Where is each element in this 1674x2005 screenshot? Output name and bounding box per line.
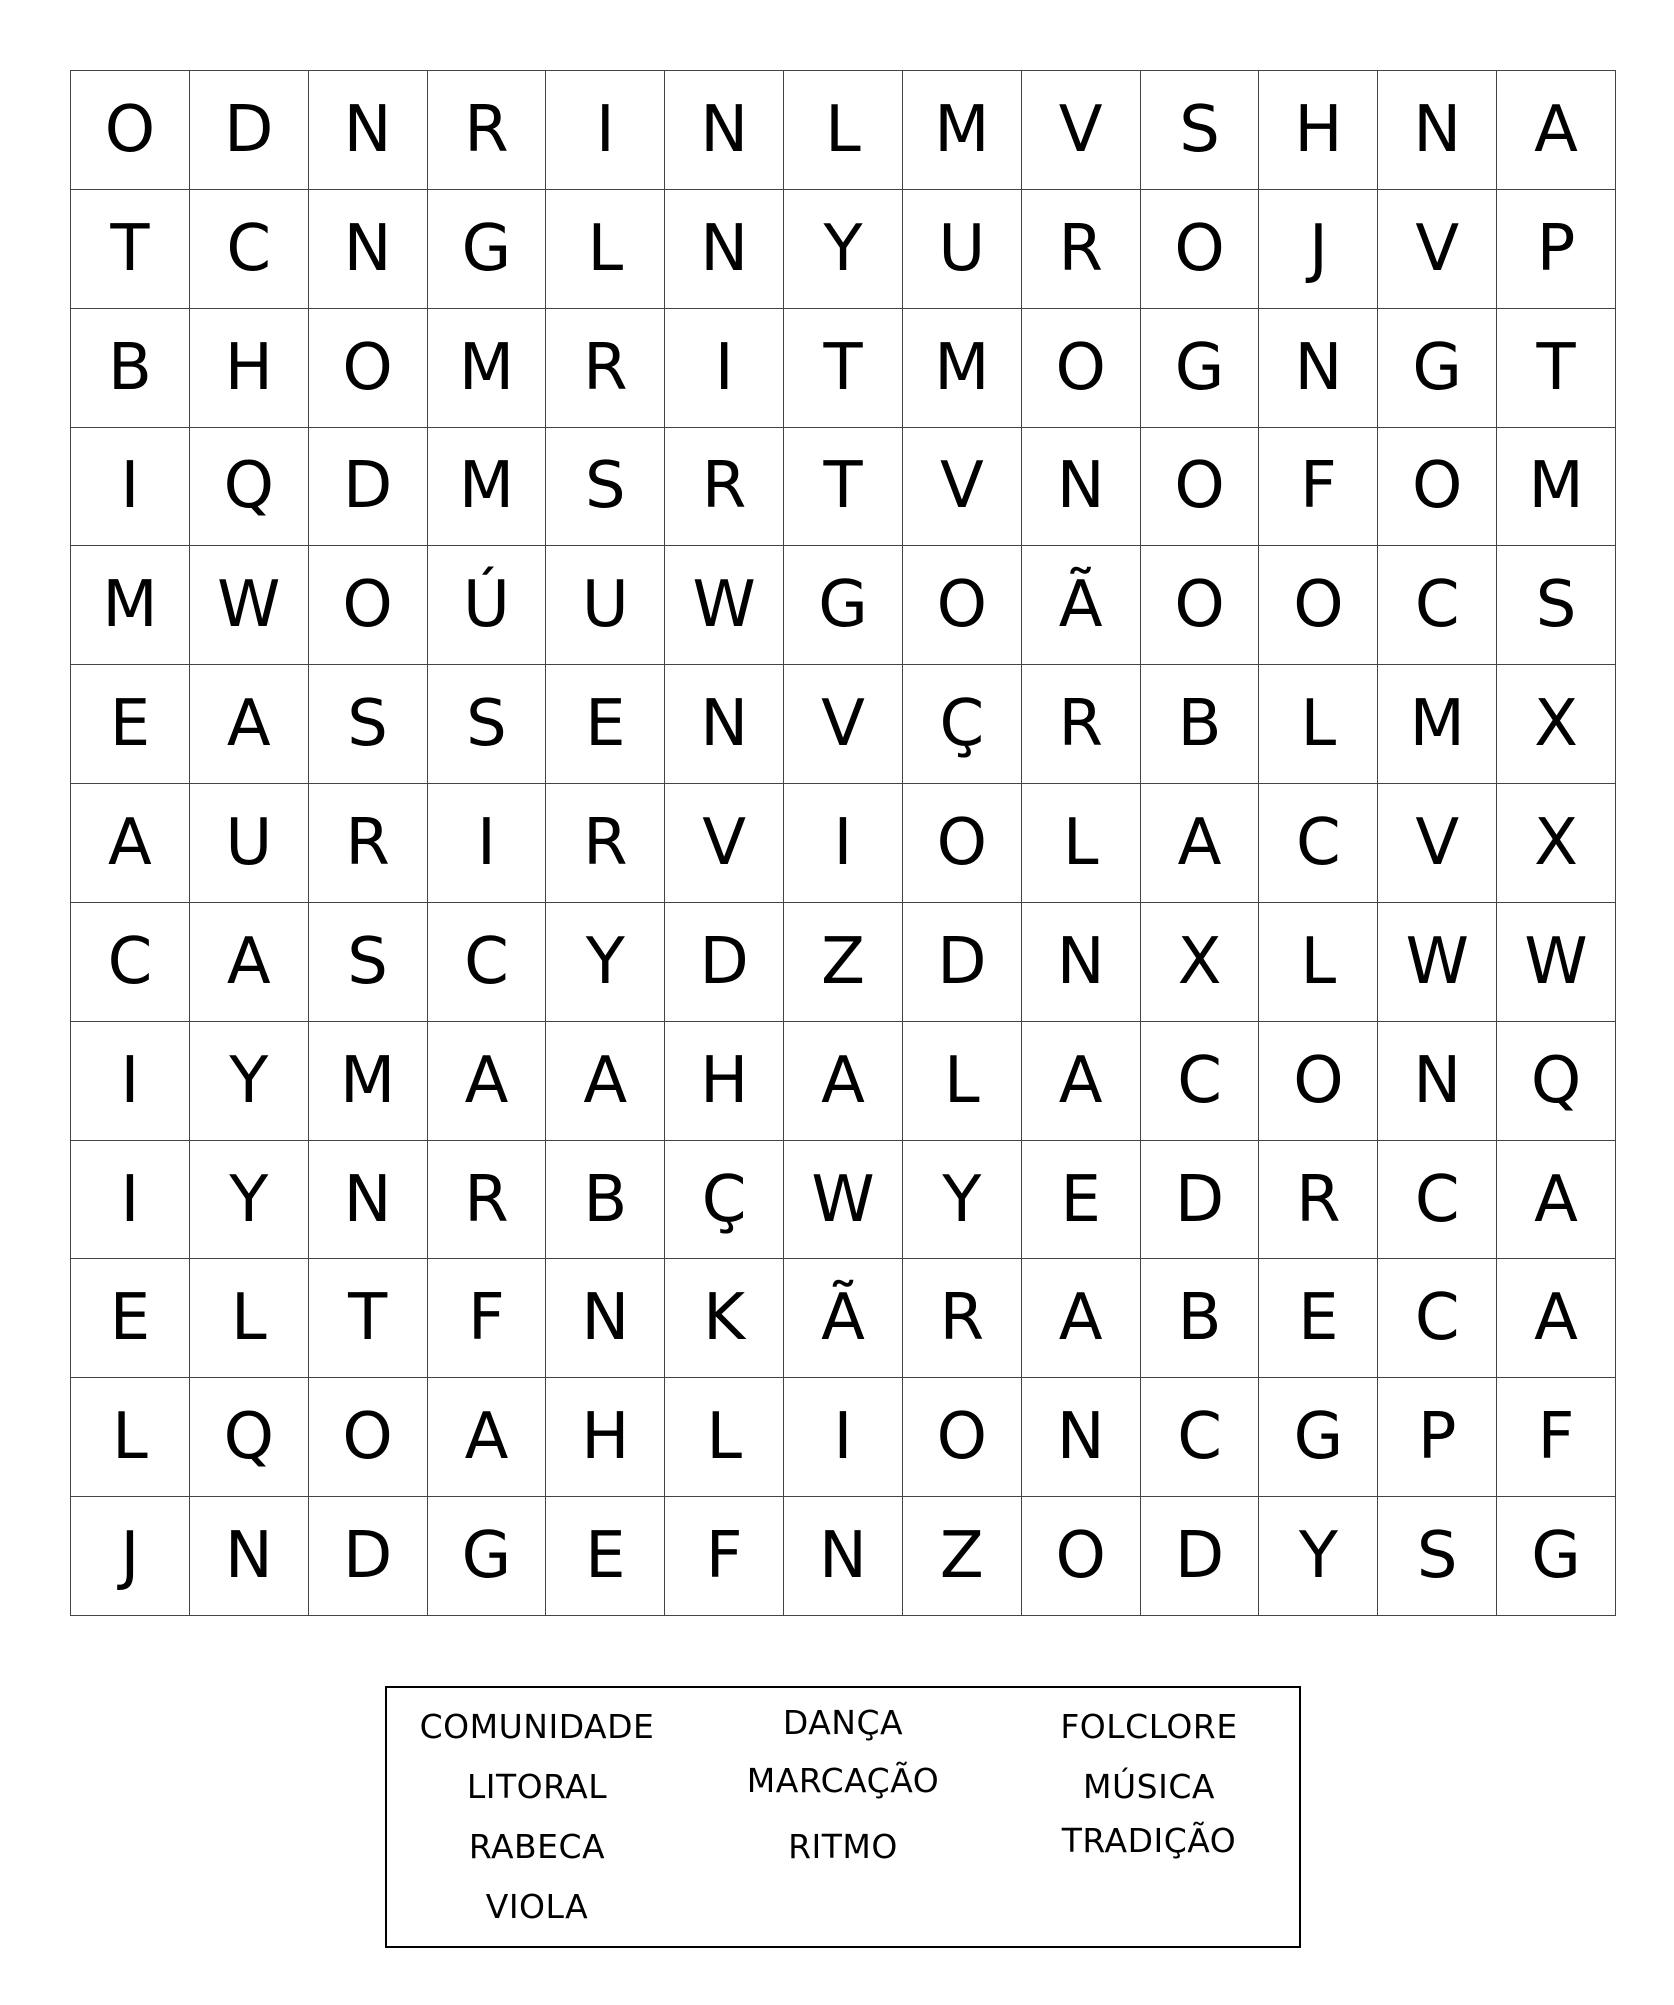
grid-cell[interactable]: Ã <box>784 1259 903 1378</box>
word-list-item: FOLCLORE <box>1060 1707 1238 1746</box>
grid-cell[interactable]: X <box>1497 784 1616 903</box>
grid-cell[interactable]: N <box>309 190 428 309</box>
grid-cell[interactable]: J <box>1259 190 1378 309</box>
word-list-box <box>385 1686 1301 1948</box>
grid-cell[interactable]: H <box>190 309 309 428</box>
grid-cell[interactable]: W <box>784 1141 903 1260</box>
grid-cell[interactable]: N <box>665 190 784 309</box>
grid-cell[interactable]: T <box>1497 309 1616 428</box>
grid-cell[interactable]: G <box>428 1497 547 1616</box>
grid-cell[interactable]: U <box>903 190 1022 309</box>
grid-cell[interactable]: V <box>1378 784 1497 903</box>
grid-cell[interactable]: I <box>428 784 547 903</box>
grid-cell[interactable]: C <box>190 190 309 309</box>
grid-cell[interactable]: M <box>903 71 1022 190</box>
grid-cell[interactable]: N <box>1259 309 1378 428</box>
grid-cell[interactable]: Ç <box>665 1141 784 1260</box>
grid-cell[interactable]: O <box>1141 190 1260 309</box>
grid-cell[interactable]: Y <box>1259 1497 1378 1616</box>
grid-cell[interactable]: N <box>309 71 428 190</box>
grid-cell[interactable]: R <box>546 784 665 903</box>
grid-cell[interactable]: O <box>1259 1022 1378 1141</box>
grid-cell[interactable]: W <box>190 546 309 665</box>
grid-cell[interactable]: V <box>784 665 903 784</box>
grid-cell[interactable]: C <box>1378 1141 1497 1260</box>
grid-cell[interactable]: O <box>1141 428 1260 547</box>
grid-cell[interactable]: A <box>1497 1259 1616 1378</box>
grid-cell[interactable]: L <box>71 1378 190 1497</box>
grid-cell[interactable]: V <box>903 428 1022 547</box>
grid-cell[interactable]: I <box>71 1141 190 1260</box>
grid-cell[interactable]: O <box>71 71 190 190</box>
grid-cell[interactable]: C <box>1378 1259 1497 1378</box>
grid-cell[interactable]: O <box>1141 546 1260 665</box>
word-list-item: RABECA <box>468 1827 606 1866</box>
word-list-item: VIOLA <box>485 1887 589 1926</box>
grid-cell[interactable]: N <box>1378 1022 1497 1141</box>
grid-cell[interactable]: T <box>71 190 190 309</box>
grid-cell[interactable]: Q <box>190 428 309 547</box>
grid-cell[interactable]: B <box>1141 1259 1260 1378</box>
grid-cell[interactable]: V <box>1378 190 1497 309</box>
grid-cell[interactable]: C <box>71 903 190 1022</box>
word-list-item: MÚSICA <box>1083 1767 1215 1806</box>
grid-cell[interactable]: F <box>428 1259 547 1378</box>
grid-cell[interactable]: M <box>428 309 547 428</box>
grid-cell[interactable]: D <box>190 71 309 190</box>
word-list-item: DANÇA <box>782 1703 904 1742</box>
grid-cell[interactable]: O <box>309 309 428 428</box>
grid-cell[interactable]: A <box>546 1022 665 1141</box>
grid-cell[interactable]: A <box>1497 1141 1616 1260</box>
grid-cell[interactable]: A <box>71 784 190 903</box>
grid-cell[interactable]: M <box>903 309 1022 428</box>
grid-cell[interactable]: N <box>1022 428 1141 547</box>
grid-cell[interactable]: O <box>1378 428 1497 547</box>
grid-cell[interactable]: E <box>71 1259 190 1378</box>
grid-cell[interactable]: B <box>1141 665 1260 784</box>
grid-cell[interactable]: M <box>428 428 547 547</box>
grid-cell[interactable]: E <box>546 665 665 784</box>
grid-cell[interactable]: H <box>665 1022 784 1141</box>
grid-cell[interactable]: L <box>903 1022 1022 1141</box>
grid-cell[interactable]: I <box>784 1378 903 1497</box>
grid-cell[interactable]: O <box>1022 309 1141 428</box>
grid-cell[interactable]: R <box>1259 1141 1378 1260</box>
grid-cell[interactable]: N <box>1378 71 1497 190</box>
grid-cell[interactable]: R <box>903 1259 1022 1378</box>
grid-cell[interactable]: E <box>71 665 190 784</box>
grid-cell[interactable]: D <box>309 428 428 547</box>
grid-cell[interactable]: E <box>1022 1141 1141 1260</box>
grid-cell[interactable]: N <box>309 1141 428 1260</box>
grid-cell[interactable]: O <box>1022 1497 1141 1616</box>
grid-cell[interactable]: Q <box>190 1378 309 1497</box>
grid-cell[interactable]: T <box>309 1259 428 1378</box>
grid-cell[interactable]: Y <box>546 903 665 1022</box>
grid-cell[interactable]: F <box>1497 1378 1616 1497</box>
grid-cell[interactable]: S <box>546 428 665 547</box>
grid-cell[interactable]: S <box>428 665 547 784</box>
grid-cell[interactable]: O <box>1259 546 1378 665</box>
word-list-item: MARCAÇÃO <box>746 1761 940 1800</box>
grid-cell[interactable]: B <box>546 1141 665 1260</box>
grid-cell[interactable]: Ç <box>903 665 1022 784</box>
grid-cell[interactable]: E <box>546 1497 665 1616</box>
grid-cell[interactable]: R <box>428 1141 547 1260</box>
grid-cell[interactable]: A <box>1022 1259 1141 1378</box>
grid-cell[interactable]: A <box>1022 1022 1141 1141</box>
grid-cell[interactable]: G <box>1259 1378 1378 1497</box>
grid-cell[interactable]: L <box>546 190 665 309</box>
grid-cell[interactable]: V <box>665 784 784 903</box>
grid-cell[interactable]: S <box>309 903 428 1022</box>
grid-cell[interactable]: R <box>546 309 665 428</box>
grid-cell[interactable]: V <box>1022 71 1141 190</box>
grid-cell[interactable]: S <box>309 665 428 784</box>
grid-cell[interactable]: F <box>665 1497 784 1616</box>
grid-cell[interactable]: N <box>665 71 784 190</box>
grid-cell[interactable]: S <box>1378 1497 1497 1616</box>
grid-cell[interactable]: U <box>190 784 309 903</box>
grid-cell[interactable]: G <box>784 546 903 665</box>
grid-cell[interactable]: J <box>71 1497 190 1616</box>
word-list-item: RITMO <box>788 1827 898 1866</box>
grid-cell[interactable]: P <box>1378 1378 1497 1497</box>
grid-cell[interactable]: Ú <box>428 546 547 665</box>
grid-cell[interactable]: M <box>1378 665 1497 784</box>
grid-cell[interactable]: Y <box>903 1141 1022 1260</box>
grid-cell[interactable]: W <box>1378 903 1497 1022</box>
grid-cell[interactable]: O <box>903 784 1022 903</box>
grid-cell[interactable]: A <box>190 903 309 1022</box>
grid-cell[interactable]: G <box>1378 309 1497 428</box>
grid-cell[interactable]: I <box>546 71 665 190</box>
grid-cell[interactable]: O <box>309 546 428 665</box>
grid-cell[interactable]: Z <box>784 903 903 1022</box>
grid-cell[interactable]: Ã <box>1022 546 1141 665</box>
grid-cell[interactable]: T <box>784 309 903 428</box>
grid-cell[interactable]: A <box>190 665 309 784</box>
grid-cell[interactable]: T <box>784 428 903 547</box>
grid-cell[interactable]: I <box>784 784 903 903</box>
grid-cell[interactable]: L <box>190 1259 309 1378</box>
grid-cell[interactable]: G <box>1497 1497 1616 1616</box>
grid-cell[interactable]: Y <box>190 1022 309 1141</box>
grid-cell[interactable]: R <box>309 784 428 903</box>
grid-cell[interactable]: I <box>71 1022 190 1141</box>
grid-cell[interactable]: L <box>784 71 903 190</box>
grid-cell[interactable]: I <box>71 428 190 547</box>
grid-cell[interactable]: A <box>784 1022 903 1141</box>
grid-cell[interactable]: C <box>1141 1378 1260 1497</box>
grid-cell[interactable]: N <box>546 1259 665 1378</box>
grid-cell[interactable]: K <box>665 1259 784 1378</box>
grid-cell[interactable]: C <box>1259 784 1378 903</box>
grid-cell[interactable]: O <box>309 1378 428 1497</box>
grid-cell[interactable]: S <box>1141 71 1260 190</box>
word-list-item: COMUNIDADE <box>419 1707 655 1746</box>
grid-cell[interactable]: L <box>1022 784 1141 903</box>
grid-cell[interactable]: A <box>1141 784 1260 903</box>
grid-cell[interactable]: N <box>784 1497 903 1616</box>
grid-cell[interactable]: X <box>1497 665 1616 784</box>
grid-cell[interactable]: C <box>1378 546 1497 665</box>
grid-cell[interactable]: E <box>1259 1259 1378 1378</box>
grid-cell[interactable]: G <box>1141 309 1260 428</box>
grid-cell[interactable]: B <box>71 309 190 428</box>
grid-cell[interactable]: H <box>1259 71 1378 190</box>
grid-cell[interactable]: R <box>1022 665 1141 784</box>
grid-cell[interactable]: M <box>71 546 190 665</box>
grid-cell[interactable]: L <box>1259 665 1378 784</box>
grid-cell[interactable]: H <box>546 1378 665 1497</box>
grid-cell[interactable]: C <box>428 903 547 1022</box>
word-list-item: LITORAL <box>466 1767 608 1806</box>
grid-cell[interactable]: Y <box>190 1141 309 1260</box>
grid-cell[interactable]: D <box>665 903 784 1022</box>
grid-cell[interactable]: M <box>1497 428 1616 547</box>
word-search-grid <box>70 70 1616 1616</box>
grid-cell[interactable]: G <box>428 190 547 309</box>
grid-cell[interactable]: W <box>1497 903 1616 1022</box>
grid-cell[interactable]: L <box>665 1378 784 1497</box>
grid-cell[interactable]: R <box>1022 190 1141 309</box>
grid-cell[interactable]: M <box>309 1022 428 1141</box>
grid-cell[interactable]: N <box>1022 903 1141 1022</box>
grid-cell[interactable]: A <box>428 1022 547 1141</box>
grid-cell[interactable]: O <box>903 546 1022 665</box>
grid-cell[interactable]: X <box>1141 903 1260 1022</box>
grid-cell[interactable]: A <box>428 1378 547 1497</box>
grid-cell[interactable]: W <box>665 546 784 665</box>
grid-cell[interactable]: P <box>1497 190 1616 309</box>
grid-cell[interactable]: L <box>1259 903 1378 1022</box>
grid-cell[interactable]: R <box>665 428 784 547</box>
grid-cell[interactable]: D <box>903 903 1022 1022</box>
grid-cell[interactable]: U <box>546 546 665 665</box>
grid-cell[interactable]: F <box>1259 428 1378 547</box>
grid-cell[interactable]: Q <box>1497 1022 1616 1141</box>
grid-cell[interactable]: N <box>1022 1378 1141 1497</box>
grid-cell[interactable]: N <box>190 1497 309 1616</box>
grid-cell[interactable]: D <box>309 1497 428 1616</box>
grid-cell[interactable]: R <box>428 71 547 190</box>
grid-cell[interactable]: A <box>1497 71 1616 190</box>
grid-cell[interactable]: I <box>665 309 784 428</box>
grid-cell[interactable]: N <box>665 665 784 784</box>
grid-cell[interactable]: C <box>1141 1022 1260 1141</box>
grid-cell[interactable]: Z <box>903 1497 1022 1616</box>
grid-cell[interactable]: D <box>1141 1141 1260 1260</box>
grid-cell[interactable]: D <box>1141 1497 1260 1616</box>
grid-cell[interactable]: O <box>903 1378 1022 1497</box>
grid-cell[interactable]: S <box>1497 546 1616 665</box>
grid-cell[interactable]: Y <box>784 190 903 309</box>
word-list-item: TRADIÇÃO <box>1061 1821 1237 1860</box>
